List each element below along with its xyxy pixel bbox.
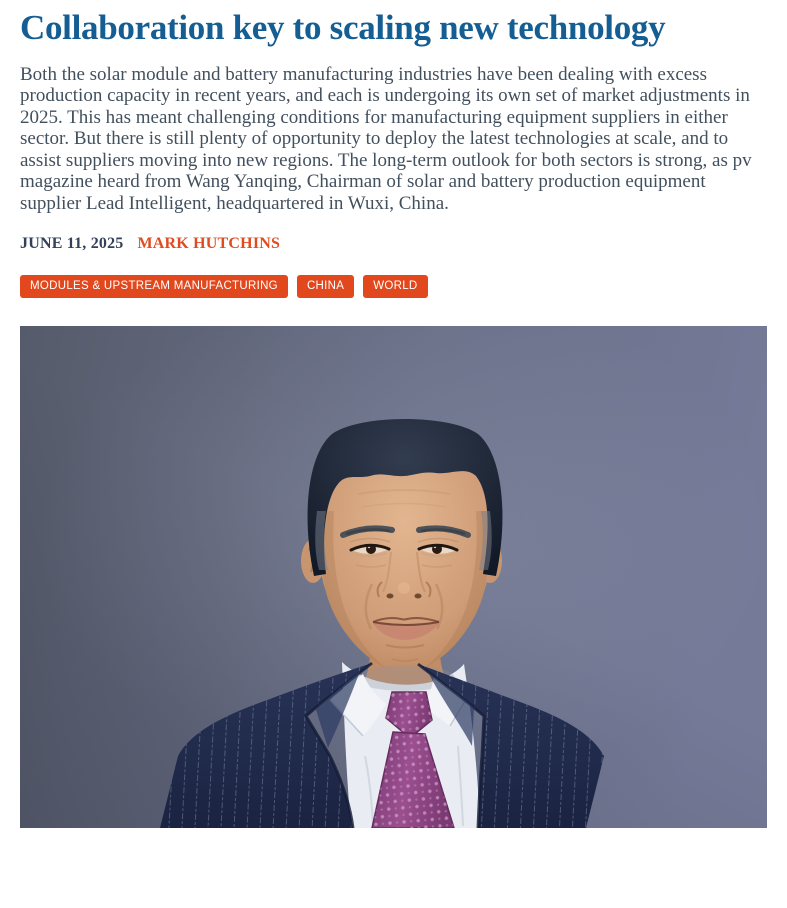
tag-china[interactable]: CHINA [297,275,354,298]
tag-list [20,275,767,298]
page-title: Collaboration key to scaling new technology [20,8,666,47]
publish-date: JUNE 11, 2025 [20,235,124,253]
article-lead-paragraph: Both the solar module and battery manufacturing industries have been dealing with excess production capacity in recent years, and each is undergoing its own set of market adjustments in 2025. This has meant challenging conditions for manufacturing equipment suppliers in either sector. But there is still plenty of opportunity to deploy the latest technologies at scale, and to assist suppliers moving into new regions. The long-term outlook for both sectors is strong, as pv magazine heard from Wang Yanqing, Chairman of solar and battery production equipment supplier Lead Intelligent, headquartered in Wuxi, China. [20,63,752,214]
tag-world[interactable]: WORLD [363,275,427,298]
author-link[interactable]: MARK HUTCHINS [137,235,281,253]
tag-modules-upstream-manufacturing[interactable]: MODULES & UPSTREAM MANUFACTURING [20,275,288,298]
article [0,8,787,828]
hero-image [20,326,767,828]
article-meta [20,234,767,254]
